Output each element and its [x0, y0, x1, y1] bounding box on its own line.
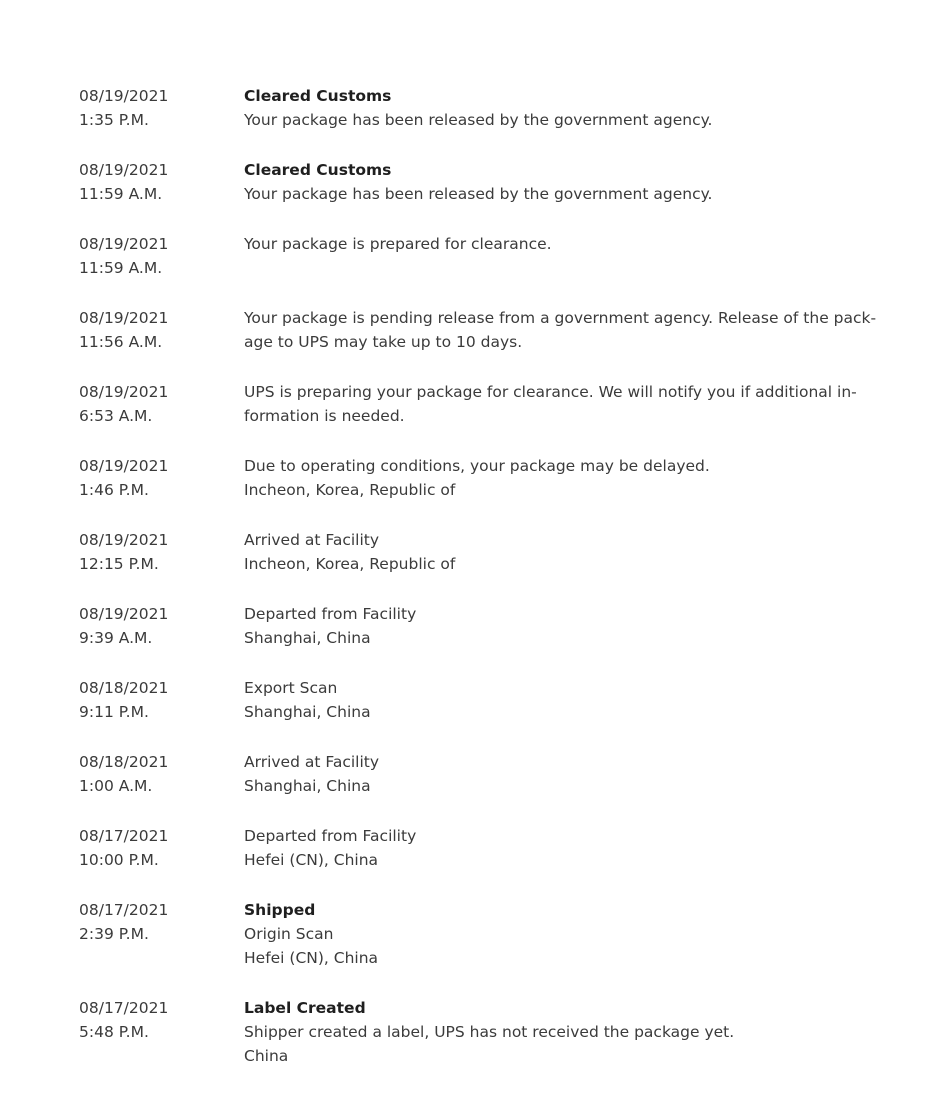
- activity-details: [244, 750, 879, 798]
- activity-time: 12:15 P.M.: [79, 555, 159, 573]
- activity-time: 11:56 A.M.: [79, 333, 163, 351]
- activity-details: [244, 676, 879, 724]
- activity-row: [79, 232, 879, 280]
- activity-description-line: Your package is prepared for clearance.: [244, 235, 552, 253]
- activity-time: 11:59 A.M.: [79, 259, 163, 277]
- activity-time: 2:39 P.M.: [79, 925, 149, 943]
- activity-row: [79, 306, 879, 354]
- activity-date: 08/19/2021: [79, 161, 169, 179]
- activity-datetime: [79, 528, 244, 576]
- activity-row: [79, 996, 879, 1068]
- activity-details: [244, 898, 879, 970]
- activity-date: 08/19/2021: [79, 383, 169, 401]
- activity-date: 08/18/2021: [79, 679, 169, 697]
- activity-description-line: Origin Scan: [244, 925, 334, 943]
- activity-time: 9:39 A.M.: [79, 629, 153, 647]
- activity-description-line: Hefei (CN), China: [244, 851, 379, 869]
- activity-details: [244, 824, 879, 872]
- activity-datetime: [79, 158, 244, 206]
- activity-datetime: [79, 380, 244, 428]
- activity-details: [244, 996, 879, 1068]
- activity-datetime: [79, 306, 244, 354]
- activity-date: 08/19/2021: [79, 235, 169, 253]
- activity-date: 08/19/2021: [79, 309, 169, 327]
- activity-description-line: Shipper created a label, UPS has not received the package yet.: [244, 1023, 735, 1041]
- activity-description-line: UPS is preparing your package for clearance. We will notify you if additional in-: [244, 383, 857, 401]
- activity-date: 08/19/2021: [79, 531, 169, 549]
- activity-details: [244, 84, 879, 132]
- activity-date: 08/17/2021: [79, 827, 169, 845]
- activity-row: [79, 84, 879, 132]
- activity-row: [79, 380, 879, 428]
- activity-details: [244, 306, 879, 354]
- activity-row: [79, 528, 879, 576]
- activity-datetime: [79, 84, 244, 132]
- activity-details: [244, 454, 879, 502]
- activity-datetime: [79, 232, 244, 280]
- activity-time: 6:53 A.M.: [79, 407, 153, 425]
- activity-row: [79, 602, 879, 650]
- activity-description-line: Departed from Facility: [244, 827, 417, 845]
- activity-time: 9:11 P.M.: [79, 703, 149, 721]
- activity-description-line: Shanghai, China: [244, 703, 371, 721]
- activity-details: [244, 528, 879, 576]
- activity-date: 08/19/2021: [79, 457, 169, 475]
- activity-status-title: Label Created: [244, 999, 366, 1017]
- activity-time: 5:48 P.M.: [79, 1023, 149, 1041]
- activity-details: [244, 602, 879, 650]
- activity-description-line: Due to operating conditions, your package may be delayed.: [244, 457, 710, 475]
- activity-description-line: Incheon, Korea, Republic of: [244, 555, 456, 573]
- activity-time: 11:59 A.M.: [79, 185, 163, 203]
- activity-description-line: Shanghai, China: [244, 777, 371, 795]
- activity-datetime: [79, 898, 244, 946]
- activity-description-line: Export Scan: [244, 679, 338, 697]
- activity-description-line: Incheon, Korea, Republic of: [244, 481, 456, 499]
- activity-description-line: Departed from Facility: [244, 605, 417, 623]
- activity-date: 08/17/2021: [79, 901, 169, 919]
- activity-datetime: [79, 824, 244, 872]
- activity-row: [79, 454, 879, 502]
- activity-date: 08/19/2021: [79, 605, 169, 623]
- activity-status-title: Cleared Customs: [244, 87, 392, 105]
- activity-date: 08/17/2021: [79, 999, 169, 1017]
- activity-description-line: age to UPS may take up to 10 days.: [244, 333, 523, 351]
- activity-time: 1:46 P.M.: [79, 481, 149, 499]
- activity-time: 10:00 P.M.: [79, 851, 159, 869]
- activity-datetime: [79, 454, 244, 502]
- activity-row: [79, 898, 879, 970]
- activity-datetime: [79, 602, 244, 650]
- activity-time: 1:00 A.M.: [79, 777, 153, 795]
- activity-status-title: Shipped: [244, 901, 316, 919]
- activity-description-line: Shanghai, China: [244, 629, 371, 647]
- activity-details: [244, 158, 879, 206]
- activity-row: [79, 158, 879, 206]
- activity-description-line: Hefei (CN), China: [244, 949, 379, 967]
- activity-description-line: China: [244, 1047, 289, 1065]
- activity-description-line: Arrived at Facility: [244, 753, 380, 771]
- activity-description-line: Your package has been released by the government agency.: [244, 185, 713, 203]
- activity-description-line: Your package is pending release from a government agency. Release of the pack-: [244, 309, 877, 327]
- activity-datetime: [79, 750, 244, 798]
- activity-row: [79, 676, 879, 724]
- activity-date: 08/18/2021: [79, 753, 169, 771]
- activity-description-line: formation is needed.: [244, 407, 405, 425]
- activity-status-title: Cleared Customs: [244, 161, 392, 179]
- activity-details: [244, 380, 879, 428]
- activity-details: [244, 232, 879, 256]
- activity-datetime: [79, 676, 244, 724]
- activity-description-line: Your package has been released by the government agency.: [244, 111, 713, 129]
- activity-row: [79, 750, 879, 798]
- activity-row: [79, 824, 879, 872]
- activity-datetime: [79, 996, 244, 1044]
- activity-time: 1:35 P.M.: [79, 111, 149, 129]
- shipment-activity-list: [79, 84, 879, 1068]
- activity-description-line: Arrived at Facility: [244, 531, 380, 549]
- activity-date: 08/19/2021: [79, 87, 169, 105]
